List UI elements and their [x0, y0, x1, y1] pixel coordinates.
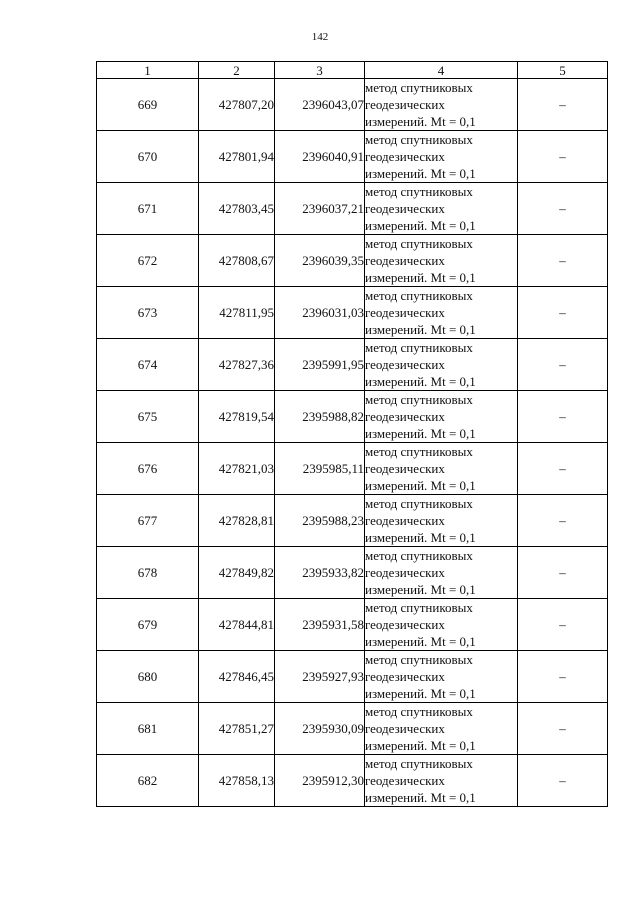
x-coordinate-cell: 427803,45: [199, 183, 275, 235]
method-line-3: измерений. Mt = 0,1: [365, 634, 476, 649]
point-number-cell: 679: [97, 599, 199, 651]
y-coordinate-cell: 2395912,30: [275, 755, 365, 807]
method-line-2: геодезических: [365, 721, 445, 736]
method-line-2: геодезических: [365, 669, 445, 684]
y-coordinate-cell: 2396039,35: [275, 235, 365, 287]
method-line-1: метод спутниковых: [365, 236, 473, 251]
dash-cell: –: [518, 547, 608, 599]
x-coordinate-cell: 427819,54: [199, 391, 275, 443]
method-line-2: геодезических: [365, 253, 445, 268]
table-row: [97, 703, 608, 755]
method-line-1: метод спутниковых: [365, 340, 473, 355]
x-coordinate-cell: 427827,36: [199, 339, 275, 391]
method-line-1: метод спутниковых: [365, 756, 473, 771]
method-line-3: измерений. Mt = 0,1: [365, 478, 476, 493]
method-line-3: измерений. Mt = 0,1: [365, 114, 476, 129]
y-coordinate-cell: 2395931,58: [275, 599, 365, 651]
method-cell: [365, 547, 518, 599]
x-coordinate-cell: 427807,20: [199, 79, 275, 131]
method-line-1: метод спутниковых: [365, 496, 473, 511]
point-number-cell: 674: [97, 339, 199, 391]
y-coordinate-cell: 2395988,23: [275, 495, 365, 547]
table-row: [97, 183, 608, 235]
dash-cell: –: [518, 651, 608, 703]
method-cell: [365, 183, 518, 235]
method-line-2: геодезических: [365, 409, 445, 424]
method-line-1: метод спутниковых: [365, 704, 473, 719]
point-number-cell: 672: [97, 235, 199, 287]
dash-cell: –: [518, 287, 608, 339]
dash-cell: –: [518, 235, 608, 287]
y-coordinate-cell: 2395988,82: [275, 391, 365, 443]
x-coordinate-cell: 427821,03: [199, 443, 275, 495]
method-line-3: измерений. Mt = 0,1: [365, 582, 476, 597]
point-number-cell: 680: [97, 651, 199, 703]
method-line-2: геодезических: [365, 773, 445, 788]
point-number-cell: 675: [97, 391, 199, 443]
method-line-1: метод спутниковых: [365, 132, 473, 147]
table-row: [97, 651, 608, 703]
header-cell-1: 1: [97, 62, 199, 79]
method-line-3: измерений. Mt = 0,1: [365, 166, 476, 181]
y-coordinate-cell: 2396031,03: [275, 287, 365, 339]
y-coordinate-cell: 2395930,09: [275, 703, 365, 755]
table-row: [97, 443, 608, 495]
method-line-1: метод спутниковых: [365, 548, 473, 563]
method-line-3: измерений. Mt = 0,1: [365, 790, 476, 805]
method-line-3: измерений. Mt = 0,1: [365, 426, 476, 441]
method-cell: [365, 131, 518, 183]
table-row: [97, 235, 608, 287]
method-line-2: геодезических: [365, 97, 445, 112]
method-line-2: геодезических: [365, 357, 445, 372]
method-cell: [365, 703, 518, 755]
method-line-1: метод спутниковых: [365, 392, 473, 407]
method-cell: [365, 443, 518, 495]
method-line-3: измерений. Mt = 0,1: [365, 374, 476, 389]
method-line-1: метод спутниковых: [365, 184, 473, 199]
y-coordinate-cell: 2395927,93: [275, 651, 365, 703]
method-line-1: метод спутниковых: [365, 444, 473, 459]
header-cell-5: 5: [518, 62, 608, 79]
point-number-cell: 677: [97, 495, 199, 547]
table-row: [97, 131, 608, 183]
point-number-cell: 673: [97, 287, 199, 339]
dash-cell: –: [518, 599, 608, 651]
method-line-2: геодезических: [365, 149, 445, 164]
header-cell-3: 3: [275, 62, 365, 79]
x-coordinate-cell: 427849,82: [199, 547, 275, 599]
method-line-2: геодезических: [365, 201, 445, 216]
method-line-1: метод спутниковых: [365, 80, 473, 95]
table-body: [97, 62, 608, 807]
table-row: [97, 391, 608, 443]
method-cell: [365, 599, 518, 651]
point-number-cell: 671: [97, 183, 199, 235]
method-line-2: геодезических: [365, 565, 445, 580]
y-coordinate-cell: 2395985,11: [275, 443, 365, 495]
method-cell: [365, 339, 518, 391]
point-number-cell: 682: [97, 755, 199, 807]
table-header-row: [97, 62, 608, 79]
x-coordinate-cell: 427801,94: [199, 131, 275, 183]
dash-cell: –: [518, 339, 608, 391]
x-coordinate-cell: 427811,95: [199, 287, 275, 339]
point-number-cell: 678: [97, 547, 199, 599]
x-coordinate-cell: 427858,13: [199, 755, 275, 807]
table-row: [97, 495, 608, 547]
x-coordinate-cell: 427846,45: [199, 651, 275, 703]
y-coordinate-cell: 2395991,95: [275, 339, 365, 391]
y-coordinate-cell: 2396043,07: [275, 79, 365, 131]
coordinates-table: [96, 61, 608, 807]
table-row: [97, 79, 608, 131]
method-line-3: измерений. Mt = 0,1: [365, 530, 476, 545]
y-coordinate-cell: 2396040,91: [275, 131, 365, 183]
x-coordinate-cell: 427808,67: [199, 235, 275, 287]
method-line-3: измерений. Mt = 0,1: [365, 738, 476, 753]
method-cell: [365, 79, 518, 131]
method-line-1: метод спутниковых: [365, 600, 473, 615]
table-row: [97, 287, 608, 339]
method-cell: [365, 287, 518, 339]
dash-cell: –: [518, 755, 608, 807]
x-coordinate-cell: 427844,81: [199, 599, 275, 651]
method-line-3: измерений. Mt = 0,1: [365, 270, 476, 285]
table-row: [97, 339, 608, 391]
method-line-1: метод спутниковых: [365, 652, 473, 667]
point-number-cell: 669: [97, 79, 199, 131]
table-row: [97, 755, 608, 807]
dash-cell: –: [518, 391, 608, 443]
method-line-3: измерений. Mt = 0,1: [365, 218, 476, 233]
dash-cell: –: [518, 79, 608, 131]
method-cell: [365, 495, 518, 547]
method-cell: [365, 391, 518, 443]
point-number-cell: 670: [97, 131, 199, 183]
y-coordinate-cell: 2396037,21: [275, 183, 365, 235]
table-row: [97, 599, 608, 651]
method-line-2: геодезических: [365, 513, 445, 528]
method-line-2: геодезических: [365, 617, 445, 632]
method-line-1: метод спутниковых: [365, 288, 473, 303]
point-number-cell: 676: [97, 443, 199, 495]
page-number: 142: [311, 31, 329, 43]
table-row: [97, 547, 608, 599]
y-coordinate-cell: 2395933,82: [275, 547, 365, 599]
method-line-3: измерений. Mt = 0,1: [365, 322, 476, 337]
method-cell: [365, 755, 518, 807]
method-cell: [365, 651, 518, 703]
method-line-2: геодезических: [365, 461, 445, 476]
dash-cell: –: [518, 703, 608, 755]
method-line-2: геодезических: [365, 305, 445, 320]
x-coordinate-cell: 427828,81: [199, 495, 275, 547]
dash-cell: –: [518, 183, 608, 235]
method-cell: [365, 235, 518, 287]
dash-cell: –: [518, 443, 608, 495]
dash-cell: –: [518, 495, 608, 547]
header-cell-2: 2: [199, 62, 275, 79]
dash-cell: –: [518, 131, 608, 183]
point-number-cell: 681: [97, 703, 199, 755]
header-cell-4: 4: [365, 62, 518, 79]
method-line-3: измерений. Mt = 0,1: [365, 686, 476, 701]
x-coordinate-cell: 427851,27: [199, 703, 275, 755]
